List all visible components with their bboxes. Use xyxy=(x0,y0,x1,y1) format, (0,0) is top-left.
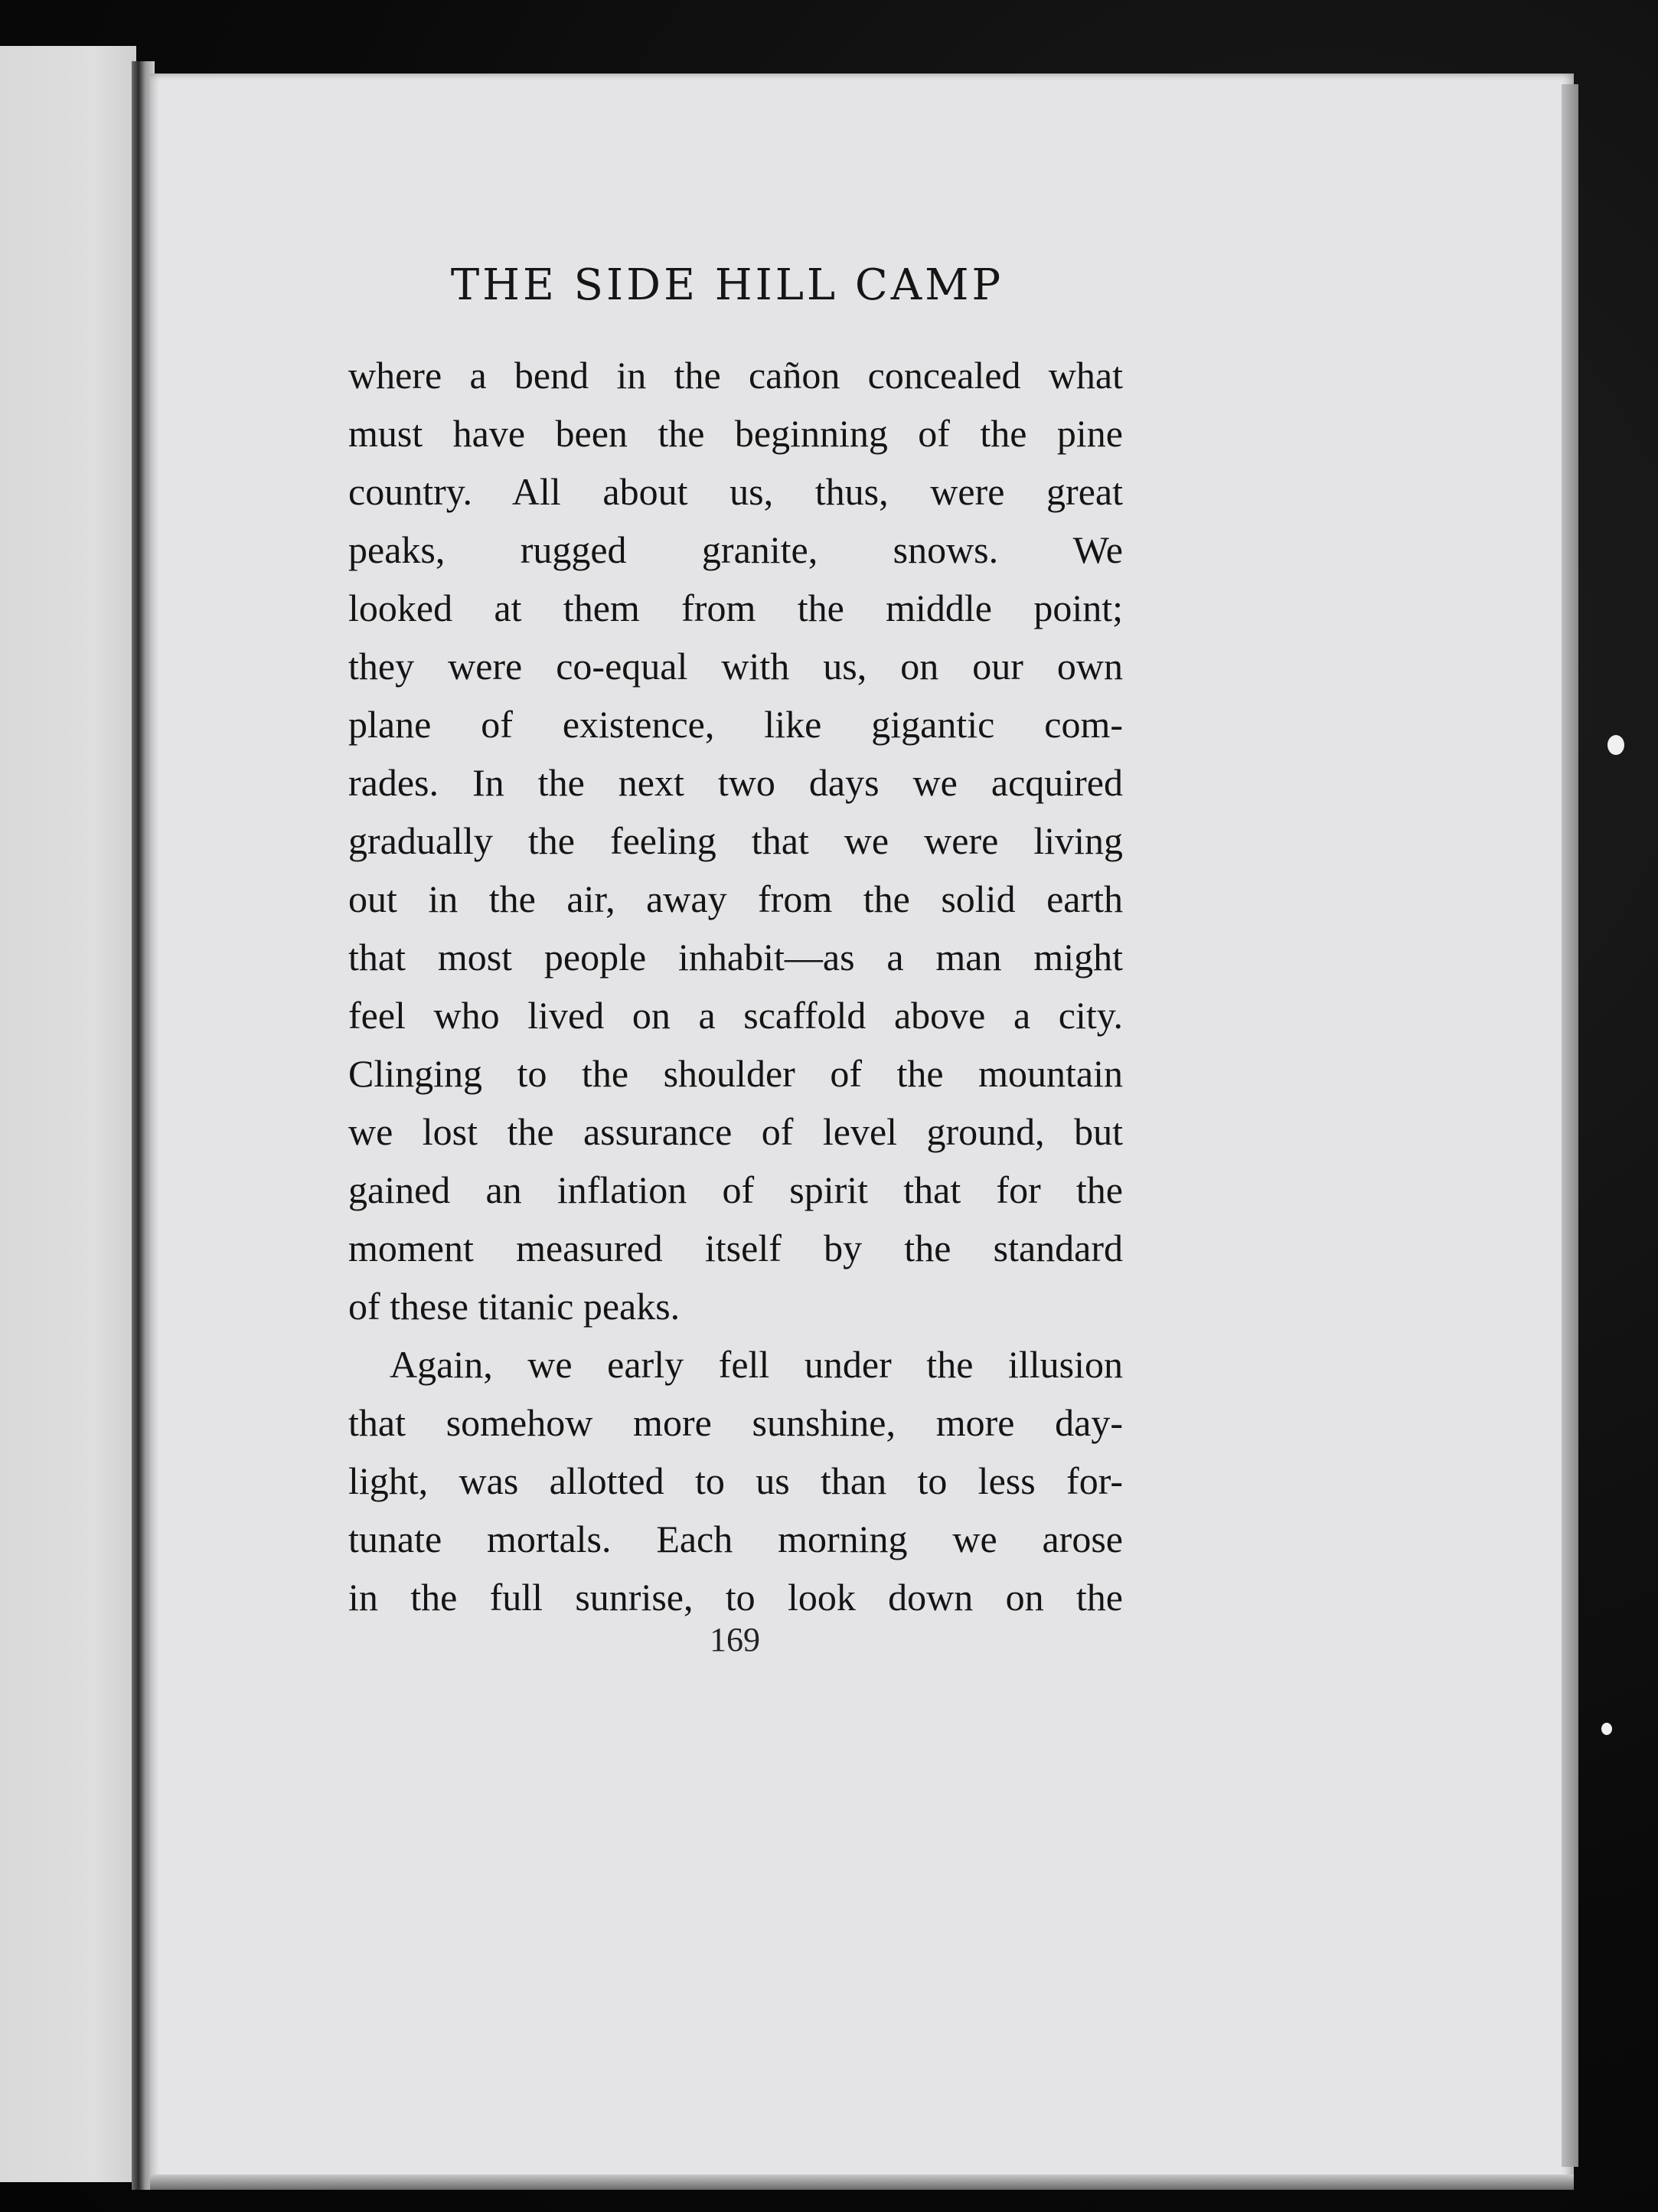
text-line: looked at them from the middle point; xyxy=(348,586,1123,629)
text-line: in the full sunrise, to look down on the xyxy=(348,1576,1123,1619)
running-head: THE SIDE HILL CAMP xyxy=(450,260,1004,310)
page-edge-right xyxy=(1562,84,1578,2167)
text-line: they were co-equal with us, on our own xyxy=(348,645,1123,688)
text-line: gained an inflation of spirit that for the xyxy=(348,1168,1123,1211)
paragraph-end-line: of these titanic peaks. xyxy=(348,1285,680,1328)
text-line: tunate mortals. Each morning we arose xyxy=(348,1518,1123,1560)
previous-page-edge xyxy=(0,46,136,2182)
text-line: we lost the assurance of level ground, but xyxy=(348,1110,1123,1153)
text-line: rades. In the next two days we acquired xyxy=(348,761,1123,804)
text-line: peaks, rugged granite, snows. We xyxy=(348,528,1123,571)
page-edge-bottom xyxy=(150,2174,1574,2190)
text-line: plane of existence, like gigantic com- xyxy=(348,703,1123,746)
text-line: moment measured itself by the standard xyxy=(348,1227,1123,1269)
text-line: that somehow more sunshine, more day- xyxy=(348,1401,1123,1444)
text-line: light, was allotted to us than to less for- xyxy=(348,1459,1123,1502)
text-line: must have been the beginning of the pine xyxy=(348,412,1123,455)
text-line: country. All about us, thus, were great xyxy=(348,470,1123,513)
body-text xyxy=(348,346,1123,1626)
text-line: where a bend in the cañon concealed what xyxy=(348,354,1123,397)
text-line: gradually the feeling that we were living xyxy=(348,819,1123,862)
scan-speck xyxy=(1601,1723,1612,1735)
page-number: 169 xyxy=(710,1621,760,1658)
scan-speck xyxy=(1607,735,1624,755)
text-line: out in the air, away from the solid earth xyxy=(348,877,1123,920)
text-line: feel who lived on a scaffold above a city. xyxy=(348,994,1123,1037)
text-line: Clinging to the shoulder of the mountain xyxy=(348,1052,1123,1095)
paragraph-start-line: Again, we early fell under the illusion xyxy=(390,1343,1123,1386)
text-line: that most people inhabit—as a man might xyxy=(348,936,1123,979)
